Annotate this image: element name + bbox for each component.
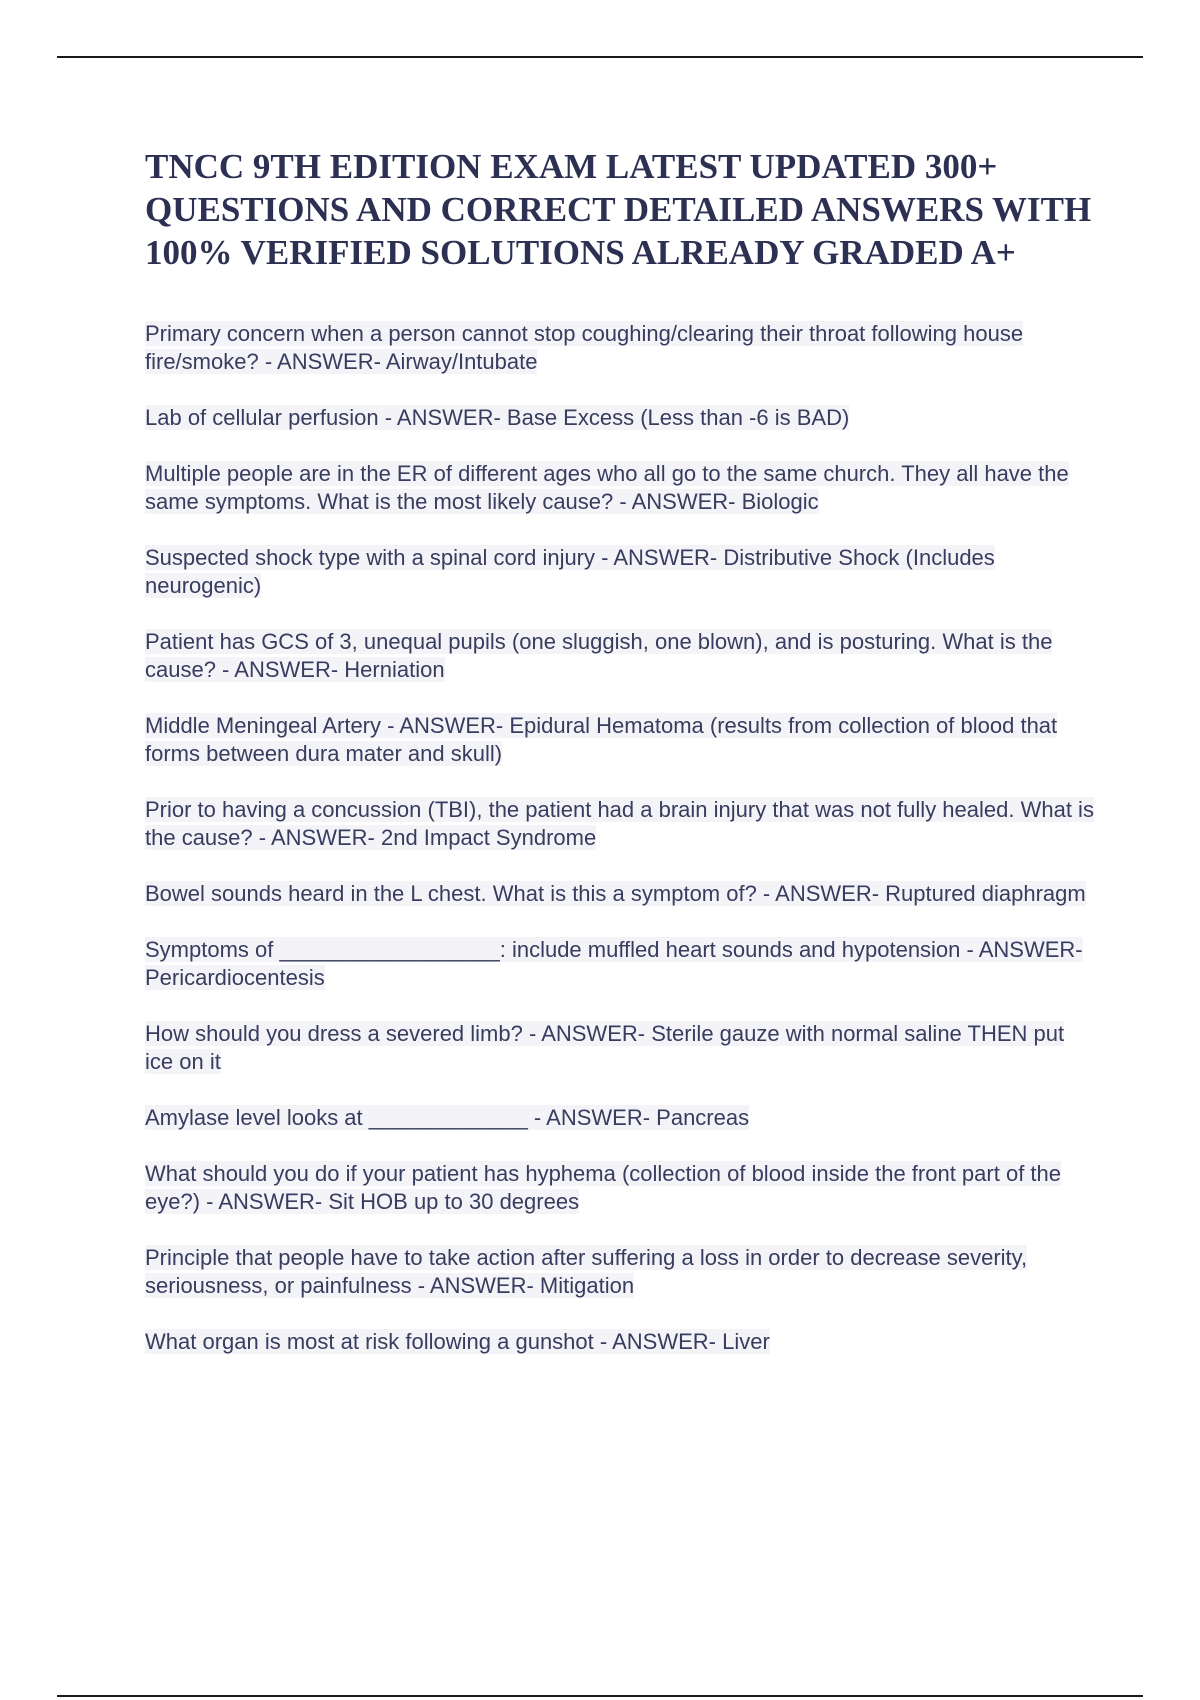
qa-text: Principle that people have to take action after suffering a loss in order to decrease severity, seriousness, or painfulness - ANSWER- Mitigation [145, 1245, 1028, 1298]
qa-item [145, 1104, 1095, 1132]
qa-item [145, 1244, 1095, 1300]
qa-item [145, 796, 1095, 852]
qa-text: What should you do if your patient has hyphema (collection of blood inside the front part of the eye?) - ANSWER- Sit HOB up to 30 degrees [145, 1161, 1061, 1214]
qa-text: Suspected shock type with a spinal cord injury - ANSWER- Distributive Shock (Includes neurogenic) [145, 545, 995, 598]
qa-item [145, 880, 1095, 908]
qa-text: What organ is most at risk following a gunshot - ANSWER- Liver [145, 1329, 770, 1354]
qa-text: Primary concern when a person cannot stop coughing/clearing their throat following house fire/smoke? - ANSWER- Airway/Intubate [145, 321, 1024, 374]
qa-item [145, 936, 1095, 992]
qa-text: Prior to having a concussion (TBI), the patient had a brain injury that was not fully healed. What is the cause? - ANSWER- 2nd Impact Syndrome [145, 797, 1094, 850]
qa-text: Middle Meningeal Artery - ANSWER- Epidural Hematoma (results from collection of blood that forms between dura mater and skull) [145, 713, 1058, 766]
qa-item [145, 1020, 1095, 1076]
qa-item [145, 460, 1095, 516]
qa-text: Amylase level looks at _____________ - ANSWER- Pancreas [145, 1105, 750, 1130]
qa-text: Symptoms of __________________: include muffled heart sounds and hypotension - ANSWER- Pericardiocentesis [145, 937, 1083, 990]
document-title: TNCC 9TH EDITION EXAM LATEST UPDATED 300+ QUESTIONS AND CORRECT DETAILED ANSWERS WITH 100% VERIFIED SOLUTIONS ALREADY GRADED A+ [145, 147, 1092, 272]
qa-text: How should you dress a severed limb? - ANSWER- Sterile gauze with normal saline THEN put ice on it [145, 1021, 1065, 1074]
qa-item [145, 404, 1095, 432]
qa-item [145, 628, 1095, 684]
qa-item [145, 320, 1095, 376]
qa-text: Lab of cellular perfusion - ANSWER- Base Excess (Less than -6 is BAD) [145, 405, 850, 430]
qa-text: Bowel sounds heard in the L chest. What is this a symptom of? - ANSWER- Ruptured diaphragm [145, 881, 1086, 906]
qa-item [145, 712, 1095, 768]
qa-item [145, 1328, 1095, 1356]
qa-text: Patient has GCS of 3, unequal pupils (one sluggish, one blown), and is posturing. What is the cause? - ANSWER- Herniation [145, 629, 1053, 682]
bottom-divider [57, 1695, 1143, 1697]
qa-item [145, 544, 1095, 600]
top-divider [57, 56, 1143, 58]
qa-text: Multiple people are in the ER of different ages who all go to the same church. They all have the same symptoms. What is the most likely cause? - ANSWER- Biologic [145, 461, 1069, 514]
qa-item [145, 1160, 1095, 1216]
document-body [145, 145, 1095, 1384]
